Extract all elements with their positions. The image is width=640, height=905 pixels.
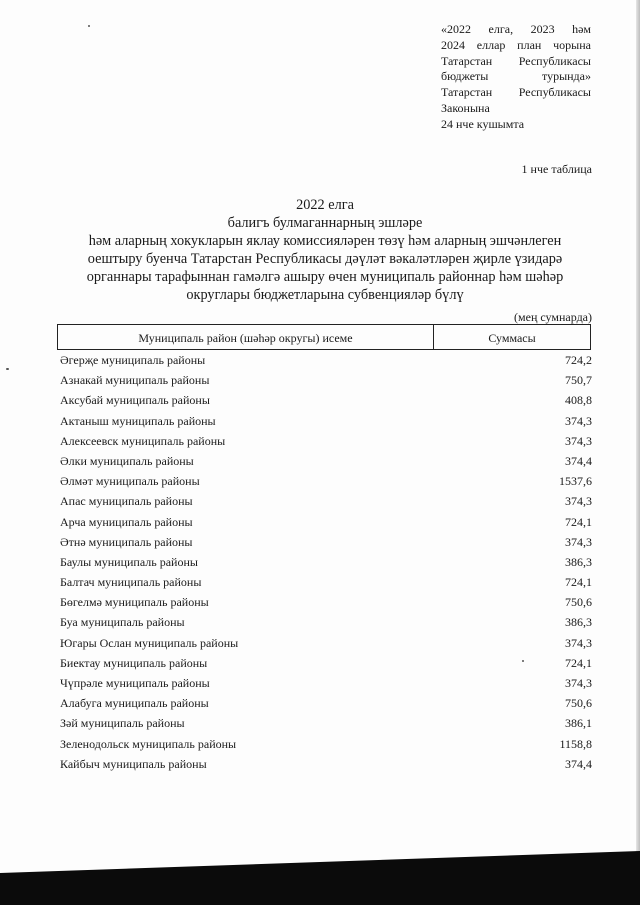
annex-line: Татарстан Республикасы — [441, 85, 591, 100]
title-line: 2022 елга — [296, 197, 354, 213]
table-row — [60, 491, 592, 511]
amount: 374,4 — [565, 756, 592, 771]
table-row — [60, 693, 592, 713]
district-name: Буа муниципаль районы — [60, 615, 185, 630]
annex-reference — [441, 22, 591, 133]
district-name: Чүпрәле муниципаль районы — [60, 676, 210, 690]
annex-line: бюджеты турында» — [441, 69, 591, 84]
title-line: балигъ булмаганнарның эшләре — [227, 215, 423, 231]
table-row — [60, 633, 592, 653]
document-title — [40, 196, 610, 304]
district-name: Зәй муниципаль районы — [60, 716, 185, 731]
district-name: Аксубай муниципаль районы — [60, 393, 210, 408]
amount: 408,8 — [565, 393, 592, 408]
amount: 1537,6 — [559, 474, 592, 489]
district-name: Азнакай муниципаль районы — [60, 373, 210, 388]
district-name: Баулы муниципаль районы — [60, 554, 198, 569]
column-header-name: Муниципаль район (шәһәр округы) исеме — [58, 325, 434, 349]
title-line: һәм аларның хокукларын яклау комиссияләрен төзү һәм аларның эшчәнлеген — [88, 233, 562, 249]
table-header — [57, 324, 591, 350]
table-row — [60, 471, 592, 491]
table-row — [60, 552, 592, 572]
district-name: Әлки муниципаль районы — [60, 453, 194, 468]
amount: 386,3 — [565, 554, 592, 569]
table-row — [60, 612, 592, 632]
amount: 724,2 — [565, 353, 592, 367]
district-name: Алабуга муниципаль районы — [60, 696, 209, 711]
district-name: Балтач муниципаль районы — [60, 575, 202, 590]
amount: 750,7 — [565, 373, 592, 388]
district-name: Актаныш муниципаль районы — [60, 413, 216, 428]
amount: 374,3 — [565, 413, 592, 428]
amount: 374,3 — [565, 433, 592, 448]
table-row — [60, 390, 592, 410]
amount: 724,1 — [565, 575, 592, 590]
table-row — [60, 431, 592, 451]
amount: 750,6 — [565, 696, 592, 711]
table-row — [60, 653, 592, 673]
table-row — [60, 754, 592, 774]
district-name: Кайбыч муниципаль районы — [60, 756, 207, 771]
district-name: Арча муниципаль районы — [60, 514, 193, 529]
table-body — [60, 350, 592, 774]
table-row — [60, 370, 592, 390]
amount: 374,4 — [565, 453, 592, 468]
amount: 374,3 — [565, 635, 592, 650]
amount: 386,1 — [565, 716, 592, 731]
title-line: округлары бюджетларына субвенцияләр бүлү — [186, 287, 464, 303]
scan-speck — [6, 368, 9, 370]
table-row — [60, 532, 592, 552]
table-row — [60, 411, 592, 431]
scan-edge-shadow — [636, 0, 640, 905]
amount: 750,6 — [565, 595, 592, 610]
annex-line: Татарстан Республикасы — [441, 53, 591, 68]
table-row — [60, 512, 592, 532]
district-name: Зеленодольск муниципаль районы — [60, 736, 237, 751]
annex-line: Законына — [441, 100, 490, 115]
amount: 724,1 — [565, 514, 592, 529]
district-name: Апас муниципаль районы — [60, 494, 193, 509]
amount: 374,3 — [565, 534, 592, 549]
amount: 724,1 — [565, 655, 592, 670]
scan-speck — [522, 660, 524, 662]
district-name: Әлмәт муниципаль районы — [60, 474, 200, 489]
annex-line: 2024 еллар план чорына — [441, 37, 591, 52]
table-row — [60, 673, 592, 693]
district-name: Югары Ослан муниципаль районы — [60, 635, 239, 650]
amount: 386,3 — [565, 615, 592, 630]
column-header-amount: Суммасы — [488, 331, 536, 345]
title-line: органнары тарафыннан гамәлгә ашыру өчен муниципаль районнар һәм шәһәр — [86, 269, 564, 285]
scan-bottom-edge — [0, 851, 640, 905]
district-name: Алексеевск муниципаль районы — [60, 433, 226, 448]
scan-speck — [88, 25, 90, 27]
table-row — [60, 350, 592, 370]
title-line: оештыру буенча Татарстан Республикасы дәүләт вәкаләтләрен җирле үзидарә — [87, 251, 563, 267]
table-row — [60, 592, 592, 612]
amount: 1158,8 — [559, 736, 592, 751]
amount: 374,3 — [565, 494, 592, 509]
units-note: (мең сумнарда) — [514, 310, 592, 324]
district-name: Бөгелмә муниципаль районы — [60, 595, 209, 610]
amount: 374,3 — [565, 676, 592, 690]
district-name: Әгерҗе муниципаль районы — [60, 353, 206, 367]
annex-line: «2022 елга, 2023 һәм — [441, 22, 591, 36]
table-row — [60, 572, 592, 592]
table-number: 1 нче таблица — [521, 162, 592, 176]
table-row — [60, 734, 592, 754]
table-row — [60, 451, 592, 471]
annex-line: 24 нче кушымта — [441, 116, 525, 131]
district-name: Биектау муниципаль районы — [60, 655, 208, 670]
district-name: Әтнә муниципаль районы — [60, 534, 193, 549]
table-row — [60, 713, 592, 733]
